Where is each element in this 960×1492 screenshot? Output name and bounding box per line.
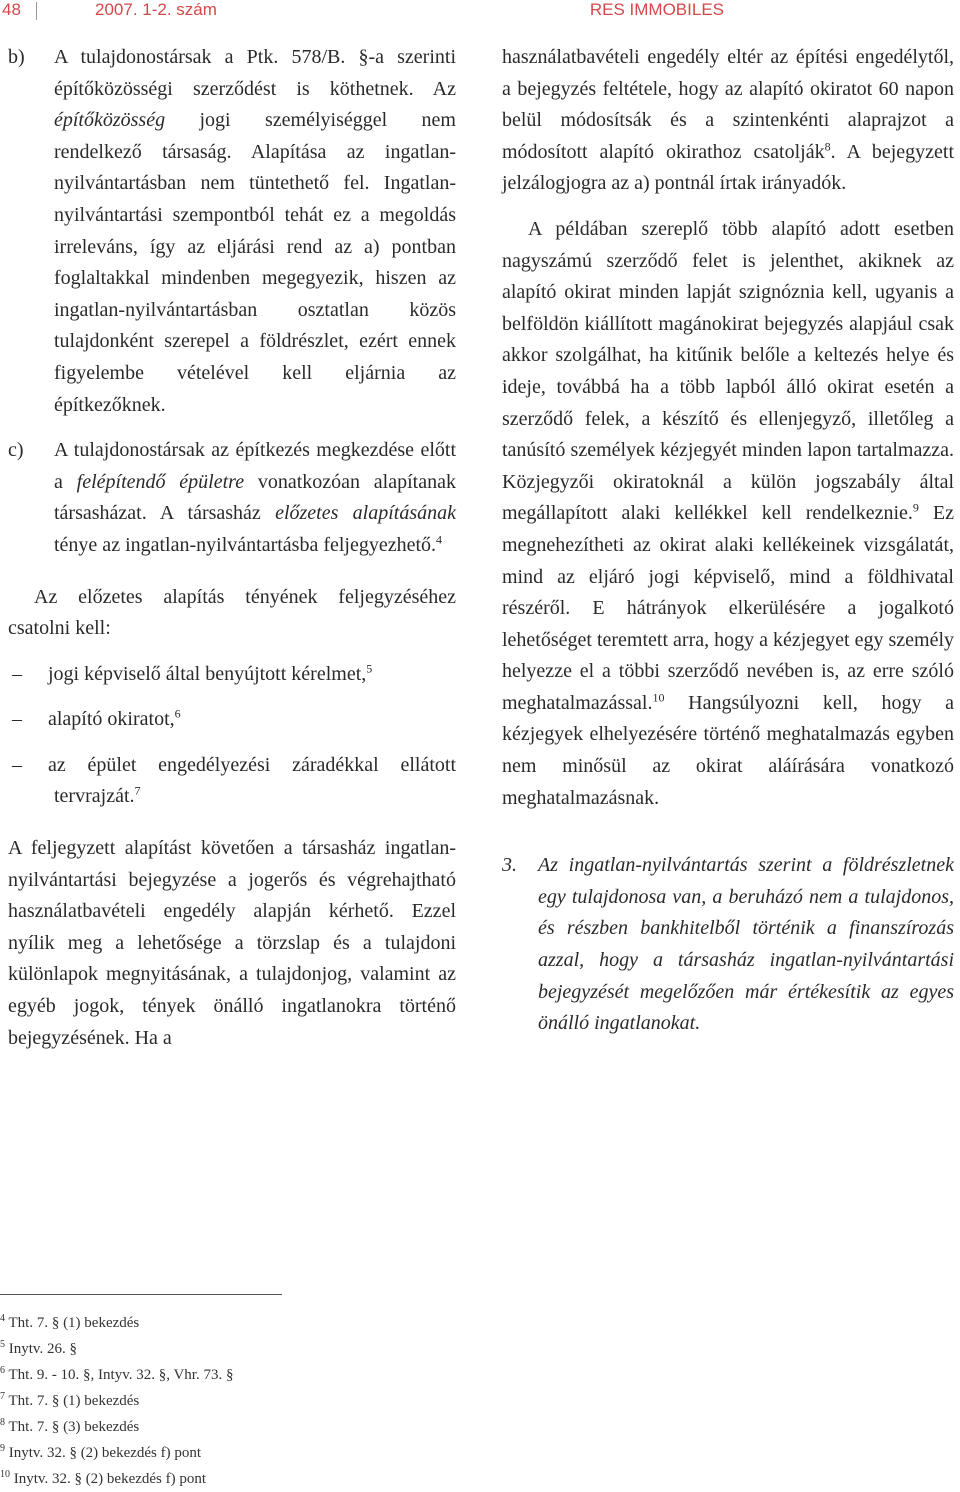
journal-title: RES IMMOBILES [589,0,724,19]
case-3-text: Az ingatlan-nyilvántartás szerint a földrészletnek egy tulajdonosa van, a beruházó nem a tulajdonos, és részben bankhitelből történik a finanszírozás azzal, hogy a társasház ingatlan-nyilvántartási bejegyzését megelőzően már értékesítik az egyes önálló ingatlanokat. [538,854,954,1035]
dash-marker: – [12,753,22,776]
item-b-text-2: jogi személyiséggel nem rendelkező társaság. Alapítása az ingatlan-nyilvántartásban nem tüntethető fel. Ingatlan-nyilvántartási szempontból tehát ez a megoldás irreleváns, így az eljárási rend az a) pontban foglaltakkal mindenben megegyezik, hiszen az ingatlan-nyilvántartásban osztatlan közös tulajdonként szerepel a földrészlet, ezért ennek figyelembe vételével kell eljárnia az építkezőknek. [54,109,456,416]
dash-item-3 [8,750,456,813]
footnote-text: Tht. 7. § (1) bekezdés [8,1315,140,1331]
footnote [0,1388,400,1414]
item-b-marker: b) [8,46,25,68]
item-c-em-2: előzetes alapításának [275,502,456,525]
footnote-text: Inytv. 32. § (2) bekezdés f) pont [13,1471,207,1487]
footnote-ref-6[interactable]: 6 [174,706,181,721]
footnote [0,1310,400,1336]
header-divider [36,2,37,20]
item-c-text-1: A tulajdonostársak az építkezés megkezdése előtt a [54,439,456,493]
dash-item-1-text: jogi képviselő által benyújtott kérelmet, [48,662,367,685]
paragraph-text: Hangsúlyozni kell, hogy a kézjegyek elhelyezésére történő meghatalmazás egyben nem minősül az okirat aláírására vonatkozó meghatalmazásnak. [502,691,954,809]
footnote-number: 7 [0,1391,5,1402]
footnote-ref-10[interactable]: 10 [652,690,665,705]
item-c [8,435,456,561]
footnote-text: Tht. 9. - 10. §, Intyv. 32. §, Vhr. 73. § [8,1367,234,1383]
footnote-ref-5[interactable]: 5 [366,661,373,676]
item-b-em: építőközösség [54,109,166,132]
footnote-ref-8[interactable]: 8 [824,139,831,154]
footnote-ref-4[interactable]: 4 [436,532,443,547]
body-paragraph-left: A feljegyzett alapítást követően a társasház ingatlan-nyilvántartási bejegyzése a jogerős és végrehajtható használatbavételi engedély alapján kérhető. Ezzel nyílik meg a lehetősége a törzslap és a tulajdoni különlapok megnyitásának, a tulajdonjog, valamint az egyéb jogok, tények önálló ingatlanokra történő bejegyzésének. Ha a [8,837,456,1049]
page-number: 48 [2,0,21,19]
body-paragraph-right-2 [502,214,954,814]
dash-item-1 [8,659,456,691]
item-c-text-3: ténye az ingatlan-nyilvántartásba feljegyezhető. [54,533,437,556]
footnote-text: Tht. 7. § (3) bekezdés [8,1419,140,1435]
footnote [0,1414,400,1440]
dash-marker: – [12,708,22,731]
footnote-divider [0,1294,282,1295]
footnote-number: 8 [0,1417,5,1428]
footnote-number: 6 [0,1365,5,1376]
footnote [0,1336,400,1362]
footnote-number: 5 [0,1339,5,1350]
footnotes [0,1310,400,1492]
issue-label: 2007. 1-2. szám [95,0,217,19]
paragraph-text: . A bejegyzett jelzálogjogra az a) pontnál írtak irányadók. [502,140,954,195]
footnote-ref-9[interactable]: 9 [912,500,919,515]
footnote [0,1440,400,1466]
footnote-ref-7[interactable]: 7 [134,783,141,798]
dash-marker: – [12,662,22,685]
right-column [502,42,954,1040]
page-header [0,0,960,26]
footnote-text: Inytv. 32. § (2) bekezdés f) pont [8,1445,202,1461]
footnote-text: Tht. 7. § (1) bekezdés [8,1393,140,1409]
footnote-number: 4 [0,1313,5,1324]
footnote [0,1466,400,1492]
paragraph-text: Ez megnehezítheti az okirat alaki kellékeinek vizsgálatát, mind az eljáró jogi képviselő, mind a földhivatal részéről. E hátrányok elkerülésére a jogalkotó lehetőséget teremtett arra, hogy a kézjegyet egy személy helyezze el a többi szerződő nevében is, az erre szóló meghatalmazással. [502,502,955,714]
case-3-marker: 3. [502,854,517,877]
footnote [0,1362,400,1388]
item-b-text-1: A tulajdonostársak a Ptk. 578/B. §-a szerinti építőközösségi szerződést is köthetnek. Az [54,46,456,100]
dash-item-3-text: az épület engedélyezési záradékkal ellátott tervrajzát. [48,753,456,808]
case-3-heading [502,850,954,1040]
item-c-em-1: felépítendő épületre [76,470,245,493]
item-c-marker: c) [8,439,24,462]
item-c-text-2: vonatkozóan alapítanak társasházat. A társasház [54,470,456,525]
footnote-number: 10 [0,1469,10,1480]
attachment-intro: Az előzetes alapítás tényének feljegyzéséhez csatolni kell: [8,585,456,640]
paragraph-text: használatbavételi engedély eltér az építési engedélytől, a bejegyzés feltétele, hogy az alapító okiratot 60 napon belül módosítsák és a szintenkénti alaprajzot a módosított alapító okirathoz csatolják [502,46,954,163]
footnote-text: Inytv. 26. § [8,1341,77,1357]
dash-item-2 [8,704,456,736]
paragraph-text: A példában szereplő több alapító adott esetben nagyszámú szerződő felet is jelenthet, akiknek az alapító okirat minden lapját szignóznia kell, ugyanis a belföldön kiállított magánokirat bejegyzés alapjául csak akkor szolgálhat, ha kitűnik belőle a keltezés helye és ideje, továbbá ha a több lapból álló okirat esetén a szerződő felek, a készítő és ellenjegyző, illetőleg a tanúsító személyek kézjegyét minden lapon tartalmazza. Közjegyzői okiratoknál a külön jogszabály által megállapított alaki kellékkel kell rendelkeznie. [502,217,954,525]
body-paragraph-right-1 [502,42,954,200]
dash-item-2-text: alapító okiratot, [48,708,175,731]
item-b [8,42,456,421]
footnote-number: 9 [0,1443,5,1454]
left-column [8,42,456,1054]
